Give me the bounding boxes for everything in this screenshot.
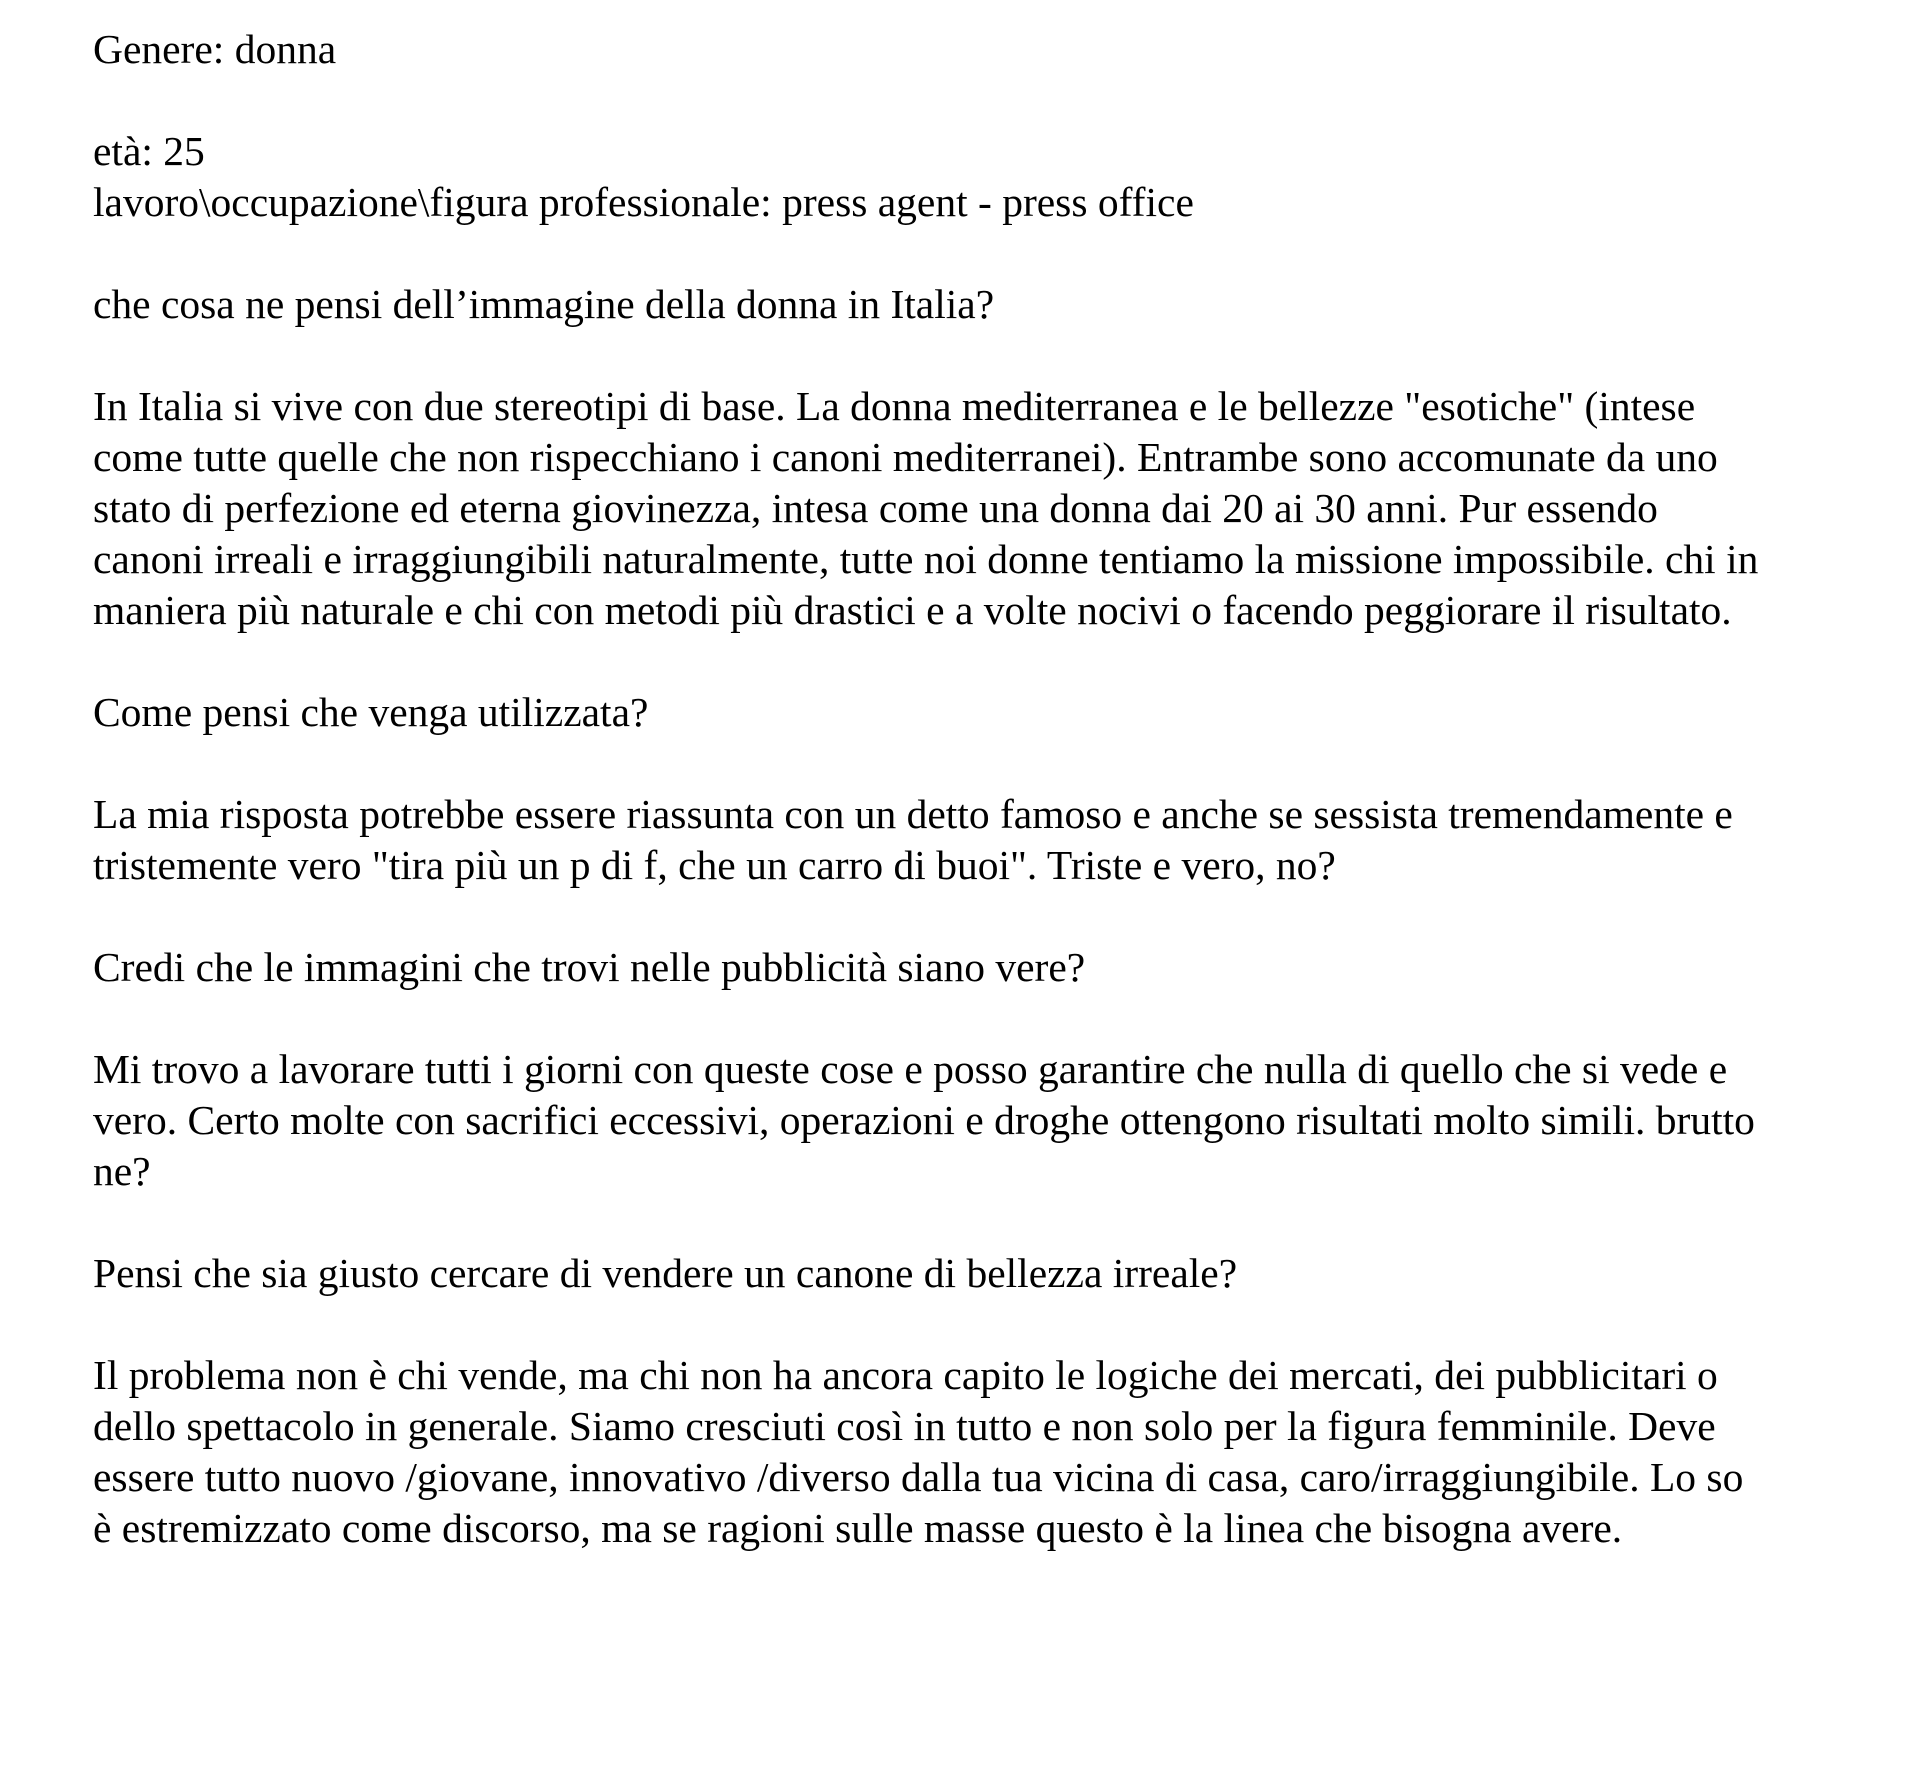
gender-line: Genere: donna xyxy=(93,26,337,72)
age-line: età: 25 xyxy=(93,128,205,174)
question-4: Pensi che sia giusto cercare di vendere un canone di bellezza irreale? xyxy=(93,1250,1238,1296)
answer-3 xyxy=(93,1044,1893,1197)
answer-line: stato di perfezione ed eterna giovinezza, intesa come una donna dai 20 ai 30 anni. Pur essendo xyxy=(93,485,1658,531)
answer-line: tristemente vero "tira più un p di f, che un carro di buoi". Triste e vero, no? xyxy=(93,842,1336,888)
answer-line: In Italia si vive con due stereotipi di base. La donna mediterranea e le bellezze "esotiche" (intese xyxy=(93,383,1696,429)
answer-line: maniera più naturale e chi con metodi più drastici e a volte nocivi o facendo peggiorare il risultato. xyxy=(93,587,1732,633)
job-line: lavoro\occupazione\figura professionale: press agent - press office xyxy=(93,179,1194,225)
answer-line: essere tutto nuovo /giovane, innovativo /diverso dalla tua vicina di casa, caro/irraggiungibile. Lo so xyxy=(93,1454,1744,1500)
answer-line: vero. Certo molte con sacrifici eccessivi, operazioni e droghe ottengono risultati molto simili. brutto xyxy=(93,1097,1755,1143)
document-body xyxy=(93,24,1893,1554)
question-3: Credi che le immagini che trovi nelle pubblicità siano vere? xyxy=(93,944,1086,990)
answer-line: come tutte quelle che non rispecchiano i canoni mediterranei). Entrambe sono accomunate da uno xyxy=(93,434,1718,480)
answer-4 xyxy=(93,1350,1893,1554)
question-2: Come pensi che venga utilizzata? xyxy=(93,689,649,735)
answer-line: dello spettacolo in generale. Siamo cresciuti così in tutto e non solo per la figura femminile. Deve xyxy=(93,1403,1716,1449)
answer-line: Il problema non è chi vende, ma chi non ha ancora capito le logiche dei mercati, dei pubblicitari o xyxy=(93,1352,1718,1398)
question-1: che cosa ne pensi dell’immagine della donna in Italia? xyxy=(93,281,995,327)
answer-1 xyxy=(93,381,1893,636)
answer-line: Mi trovo a lavorare tutti i giorni con queste cose e posso garantire che nulla di quello che si vede e xyxy=(93,1046,1728,1092)
answer-line: ne? xyxy=(93,1148,151,1194)
answer-2 xyxy=(93,789,1893,891)
answer-line: è estremizzato come discorso, ma se ragioni sulle masse questo è la linea che bisogna avere. xyxy=(93,1505,1623,1551)
answer-line: La mia risposta potrebbe essere riassunta con un detto famoso e anche se sessista tremendamente e xyxy=(93,791,1733,837)
answer-line: canoni irreali e irraggiungibili naturalmente, tutte noi donne tentiamo la missione impossibile. chi in xyxy=(93,536,1759,582)
